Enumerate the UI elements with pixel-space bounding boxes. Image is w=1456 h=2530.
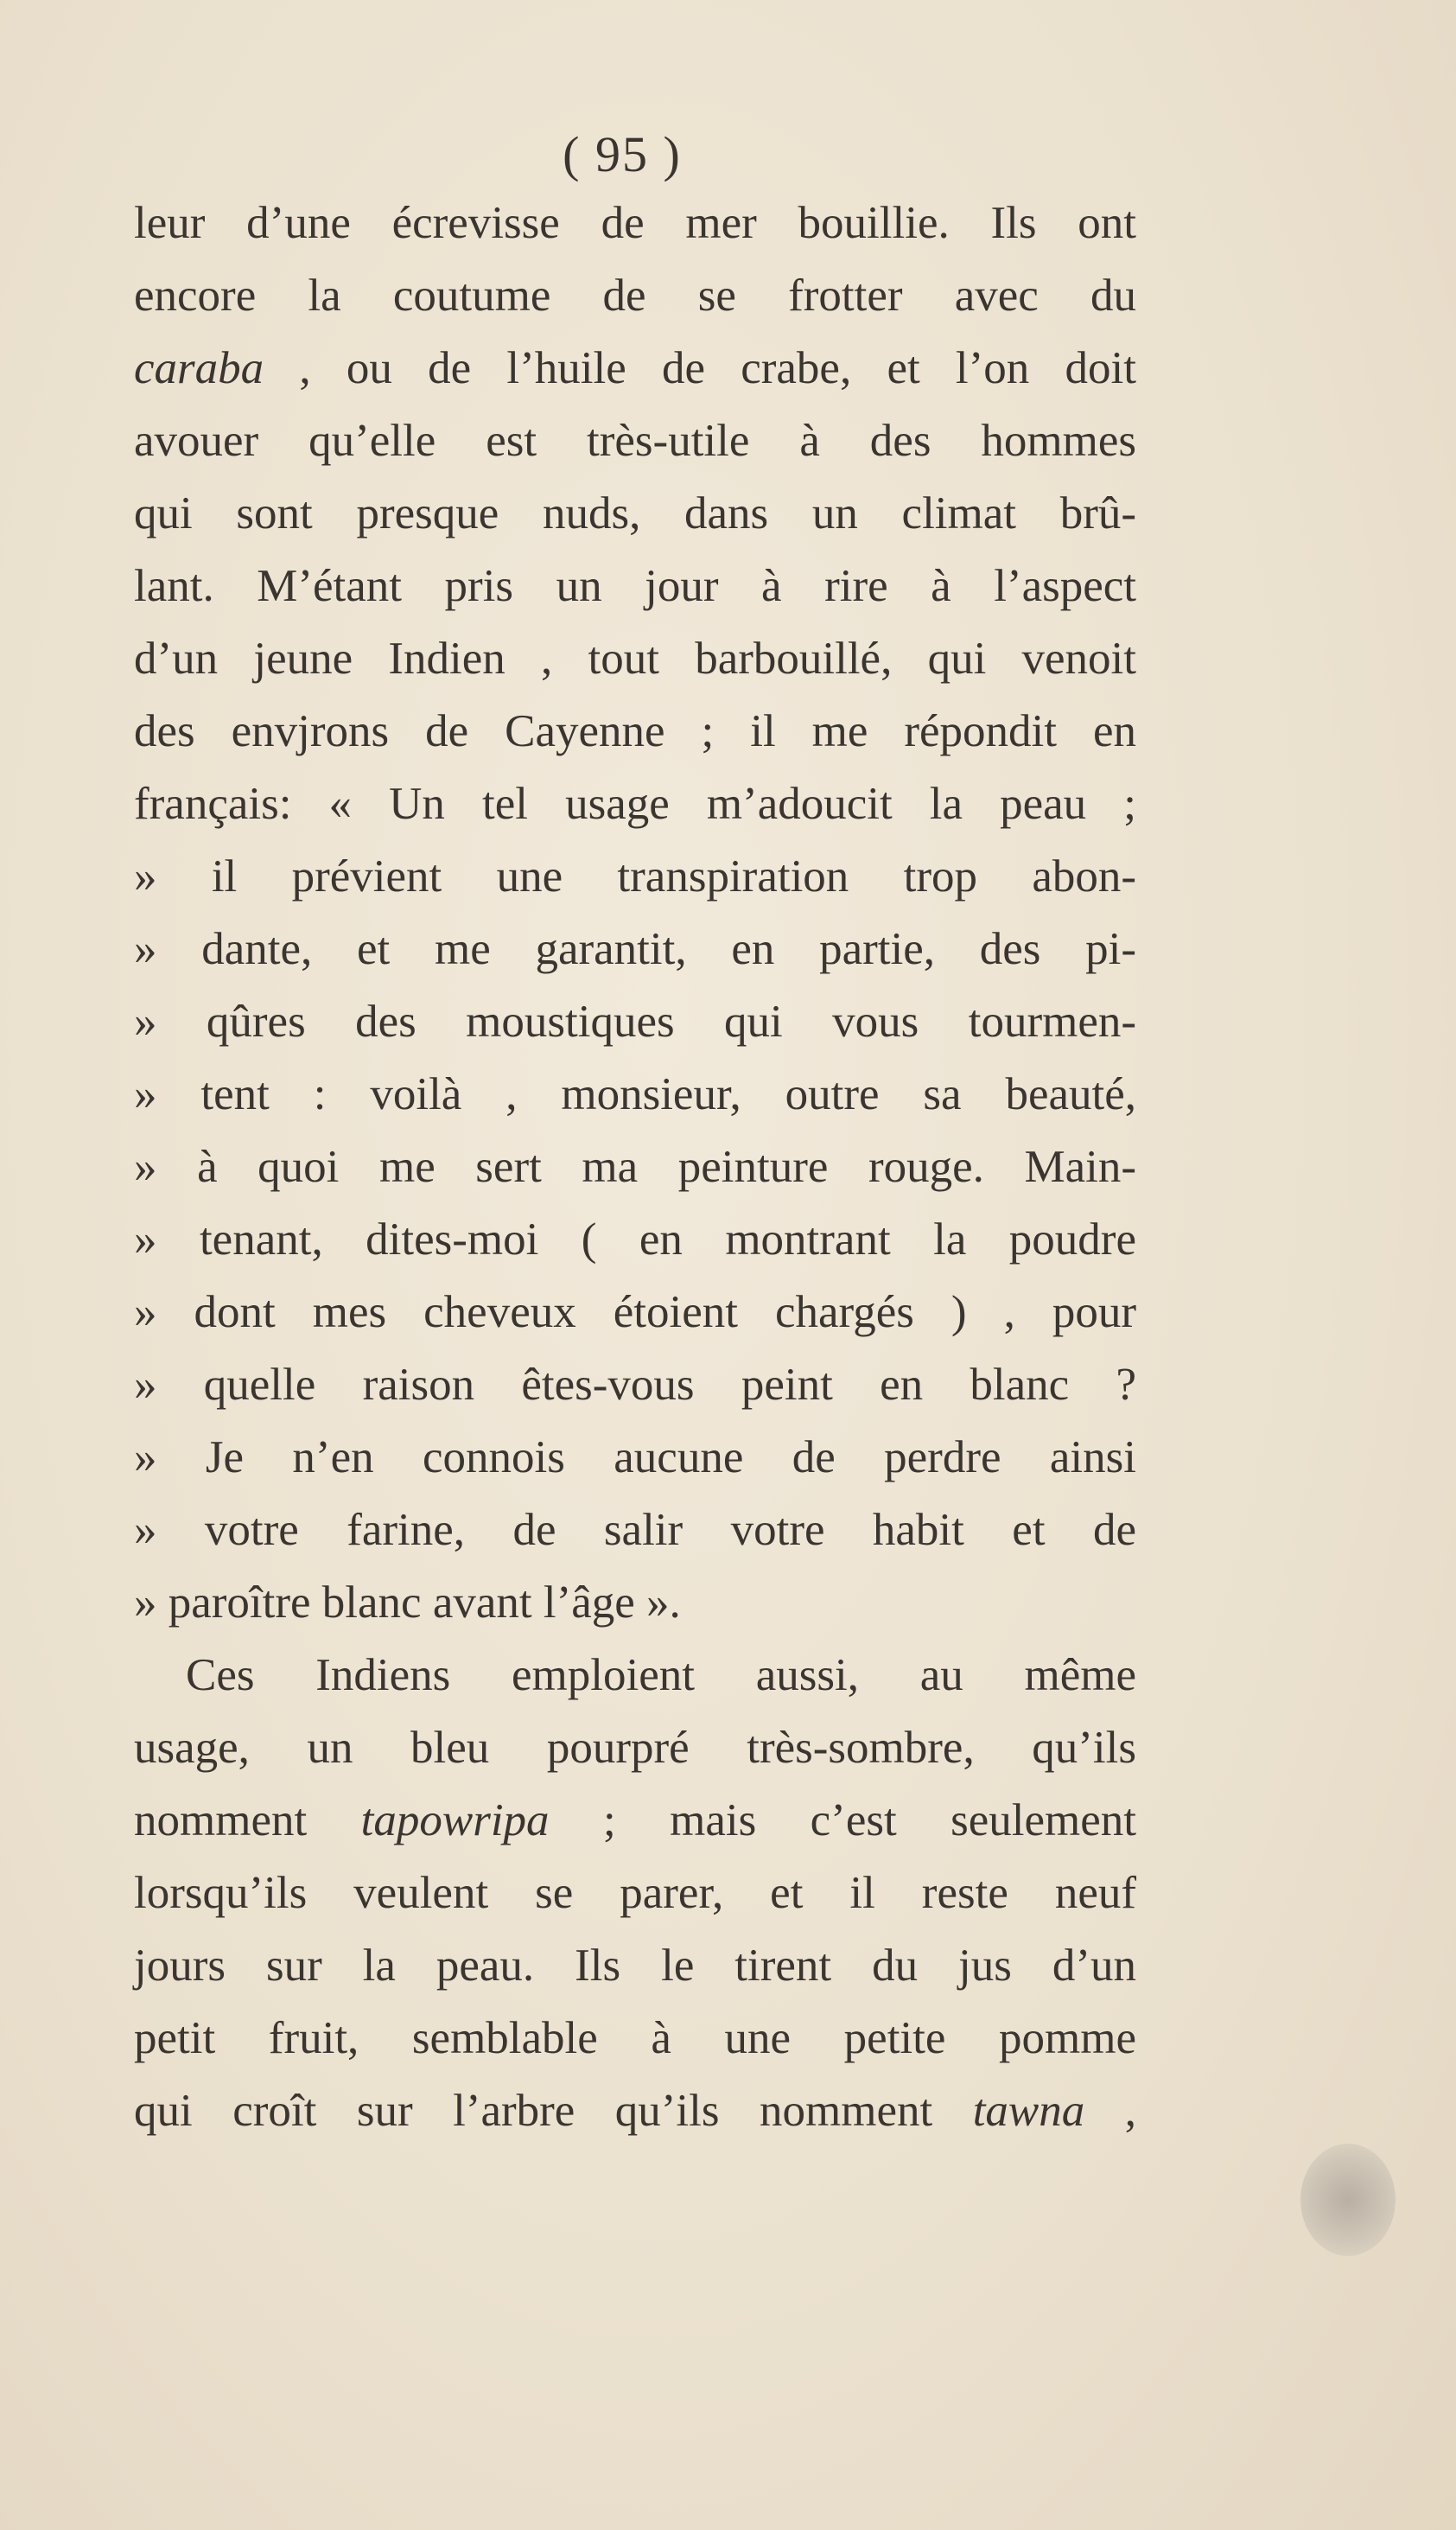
text-line: nomment tapowripa ; mais c’est seulement xyxy=(134,1795,1136,1845)
text-line: » dont mes cheveux étoient chargés ) , pour xyxy=(134,1287,1136,1337)
text-line: caraba , ou de l’huile de crabe, et l’on doit xyxy=(134,343,1136,393)
text-line: qui sont presque nuds, dans un climat brû- xyxy=(134,488,1136,539)
text-line: » dante, et me garantit, en partie, des pi- xyxy=(134,924,1136,974)
text-line: qui croît sur l’arbre qu’ils nomment tawna , xyxy=(134,2086,1136,2136)
text-line: » il prévient une transpiration trop abon- xyxy=(134,851,1136,902)
page-number: ( 95 ) xyxy=(563,126,682,182)
paper-stain xyxy=(1300,2144,1396,2256)
text-line: » tenant, dites-moi ( en montrant la poudre xyxy=(134,1214,1136,1265)
text-line: » quelle raison êtes-vous peint en blanc ? xyxy=(134,1360,1136,1410)
text-line: jours sur la peau. Ils le tirent du jus d’un xyxy=(134,1941,1136,1991)
text-line: d’un jeune Indien , tout barbouillé, qui venoit xyxy=(134,634,1136,684)
text-line: encore la coutume de se frotter avec du xyxy=(134,271,1136,321)
text-line: petit fruit, semblable à une petite pomme xyxy=(134,2013,1136,2063)
text-line: » à quoi me sert ma peinture rouge. Main- xyxy=(134,1142,1136,1192)
text-line: lant. M’étant pris un jour à rire à l’aspect xyxy=(134,561,1136,611)
text-line: » paroître blanc avant l’âge ». xyxy=(134,1577,681,1628)
text-line: leur d’une écrevisse de mer bouillie. Ils ont xyxy=(134,198,1136,248)
text-line: des envjrons de Cayenne ; il me répondit en xyxy=(134,706,1136,756)
text-line: usage, un bleu pourpré très-sombre, qu’ils xyxy=(134,1723,1136,1773)
text-line: » qûres des moustiques qui vous tourmen- xyxy=(134,997,1136,1047)
text-line: » Je n’en connois aucune de perdre ainsi xyxy=(134,1432,1136,1482)
text-line: français: « Un tel usage m’adoucit la peau ; xyxy=(134,779,1136,829)
text-line: lorsqu’ils veulent se parer, et il reste neuf xyxy=(134,1868,1136,1918)
text-line: Ces Indiens emploient aussi, au même xyxy=(186,1650,1136,1700)
text-line: avouer qu’elle est très-utile à des hommes xyxy=(134,416,1136,466)
text-line: » tent : voilà , monsieur, outre sa beauté, xyxy=(134,1069,1136,1119)
text-line: » votre farine, de salir votre habit et de xyxy=(134,1505,1136,1555)
